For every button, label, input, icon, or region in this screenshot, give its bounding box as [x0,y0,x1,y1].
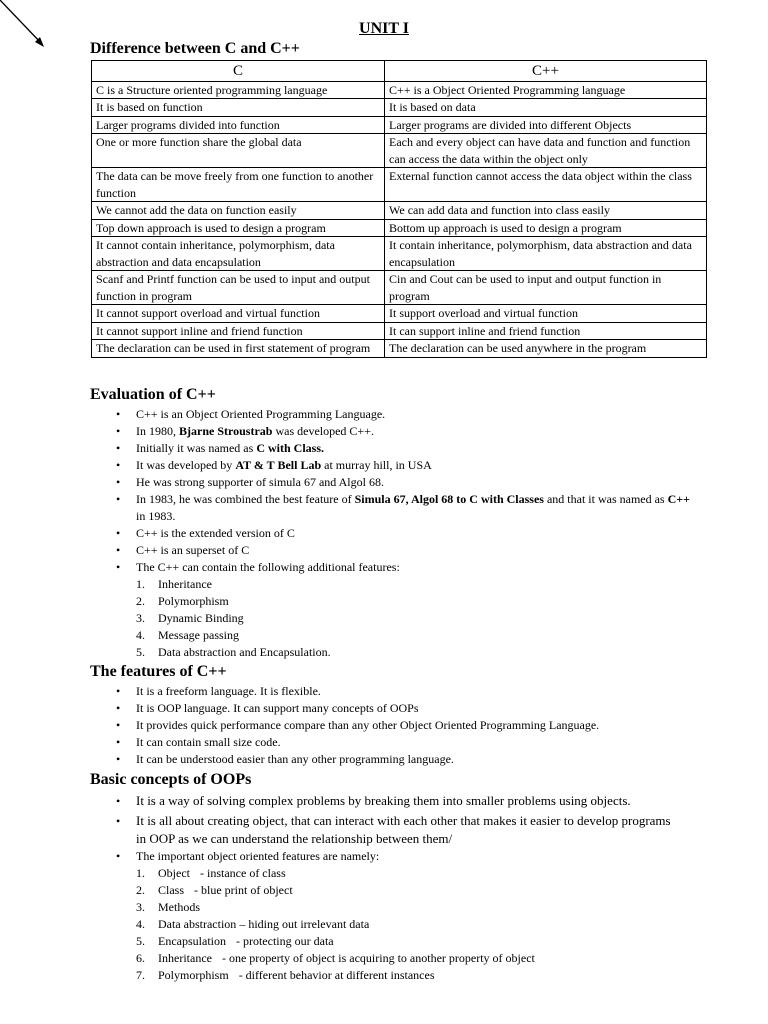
cell-c: The data can be move freely from one function to another function [92,168,385,202]
oop-feature-item: 6. Inheritance - one property of object is acquiring to another property of object [136,951,535,965]
oop-feature-item: 4. Data abstraction – hiding out irrelevant data [136,917,370,931]
evaluation-heading: Evaluation of C++ [90,386,216,403]
oop-feature-item: 1. Object - instance of class [136,866,286,880]
comparison-table [91,60,707,358]
list-item: • It was developed by AT & T Bell Lab at murray hill, in USA [90,457,690,474]
cell-c: C is a Structure oriented programming language [92,81,385,99]
cell-c: Larger programs divided into function [92,116,385,134]
oop-feature-item: 2. Class - blue print of object [136,883,293,897]
cell-cpp: Cin and Cout can be used to input and output function in program [385,271,707,305]
unit-title: UNIT I [359,20,409,37]
oops-section [90,771,680,984]
cell-cpp: It can support inline and friend function [385,322,707,340]
table-header-row [92,61,707,82]
cell-cpp: The declaration can be used anywhere in the program [385,340,707,358]
cell-cpp: Bottom up approach is used to design a program [385,219,707,237]
oop-feature-item: 3. Methods [136,900,200,914]
list-item: • The C++ can contain the following additional features: [90,559,690,576]
list-item: • C++ is an superset of C [90,542,690,559]
cell-cpp: We can add data and function into class easily [385,202,707,220]
cell-cpp: Larger programs are divided into different Objects [385,116,707,134]
list-item: • In 1980, Bjarne Stroustrab was developed C++. [90,423,690,440]
list-item: • C++ is the extended version of C [90,525,690,542]
cell-c: The declaration can be used in first statement of program [92,340,385,358]
table-row [92,219,707,237]
feature-item: 2. Polymorphism [136,594,229,608]
list-item: • It is OOP language. It can support many concepts of OOPs [90,700,690,717]
list-item: • It can contain small size code. [90,734,690,751]
cell-cpp: It support overload and virtual function [385,305,707,323]
feature-item: 3. Dynamic Binding [136,611,244,625]
cell-cpp: It is based on data [385,99,707,117]
cell-c: We cannot add the data on function easily [92,202,385,220]
list-item: • It is a way of solving complex problems by breaking them into smaller problems using objects. [90,792,680,810]
oop-feature-item: 5. Encapsulation - protecting our data [136,934,334,948]
features-section [90,663,690,768]
table-row [92,116,707,134]
cell-c: It cannot support inline and friend function [92,322,385,340]
feature-item: 4. Message passing [136,628,239,642]
cell-cpp: External function cannot access the data object within the class [385,168,707,202]
list-item: • The important object oriented features are namely: [90,848,680,865]
cell-c: Top down approach is used to design a program [92,219,385,237]
cell-c: Scanf and Printf function can be used to input and output function in program [92,271,385,305]
table-row [92,99,707,117]
list-item: • It provides quick performance compare than any other Object Oriented Programming Language. [90,717,690,734]
table-row [92,134,707,168]
features-heading: The features of C++ [90,663,227,680]
table-row [92,340,707,358]
evaluation-section [90,386,690,661]
column-header-cpp: C++ [385,61,707,82]
list-item: • Initially it was named as C with Class. [90,440,690,457]
oop-feature-item: 7. Polymorphism - different behavior at different instances [136,968,435,982]
oops-heading: Basic concepts of OOPs [90,771,252,788]
list-item: • He was strong supporter of simula 67 and Algol 68. [90,474,690,491]
table-row [92,322,707,340]
column-header-c: C [92,61,385,82]
table-row [92,168,707,202]
list-item: • It can be understood easier than any other programming language. [90,751,690,768]
list-item: • It is all about creating object, that can interact with each other that makes it easier to develop programs in OOP as we can understand the relationship between them/ [90,812,680,848]
cell-c: It is based on function [92,99,385,117]
table-row [92,202,707,220]
cell-cpp: Each and every object can have data and function and function can access the data within the object only [385,134,707,168]
cell-c: It cannot contain inheritance, polymorphism, data abstraction and data encapsulation [92,237,385,271]
table-row [92,237,707,271]
table-row [92,81,707,99]
feature-item: 5. Data abstraction and Encapsulation. [136,645,331,659]
feature-item: 1. Inheritance [136,577,212,591]
table-row [92,305,707,323]
list-item: • In 1983, he was combined the best feature of Simula 67, Algol 68 to C with Classes and that it was named as C++ in 1983. [90,491,690,525]
cell-c: It cannot support overload and virtual function [92,305,385,323]
table-row [92,271,707,305]
difference-heading: Difference between C and C++ [90,40,300,57]
cell-c: One or more function share the global data [92,134,385,168]
cell-cpp: It contain inheritance, polymorphism, data abstraction and data encapsulation [385,237,707,271]
cell-cpp: C++ is a Object Oriented Programming language [385,81,707,99]
list-item: • C++ is an Object Oriented Programming Language. [90,406,690,423]
list-item: • It is a freeform language. It is flexible. [90,683,690,700]
